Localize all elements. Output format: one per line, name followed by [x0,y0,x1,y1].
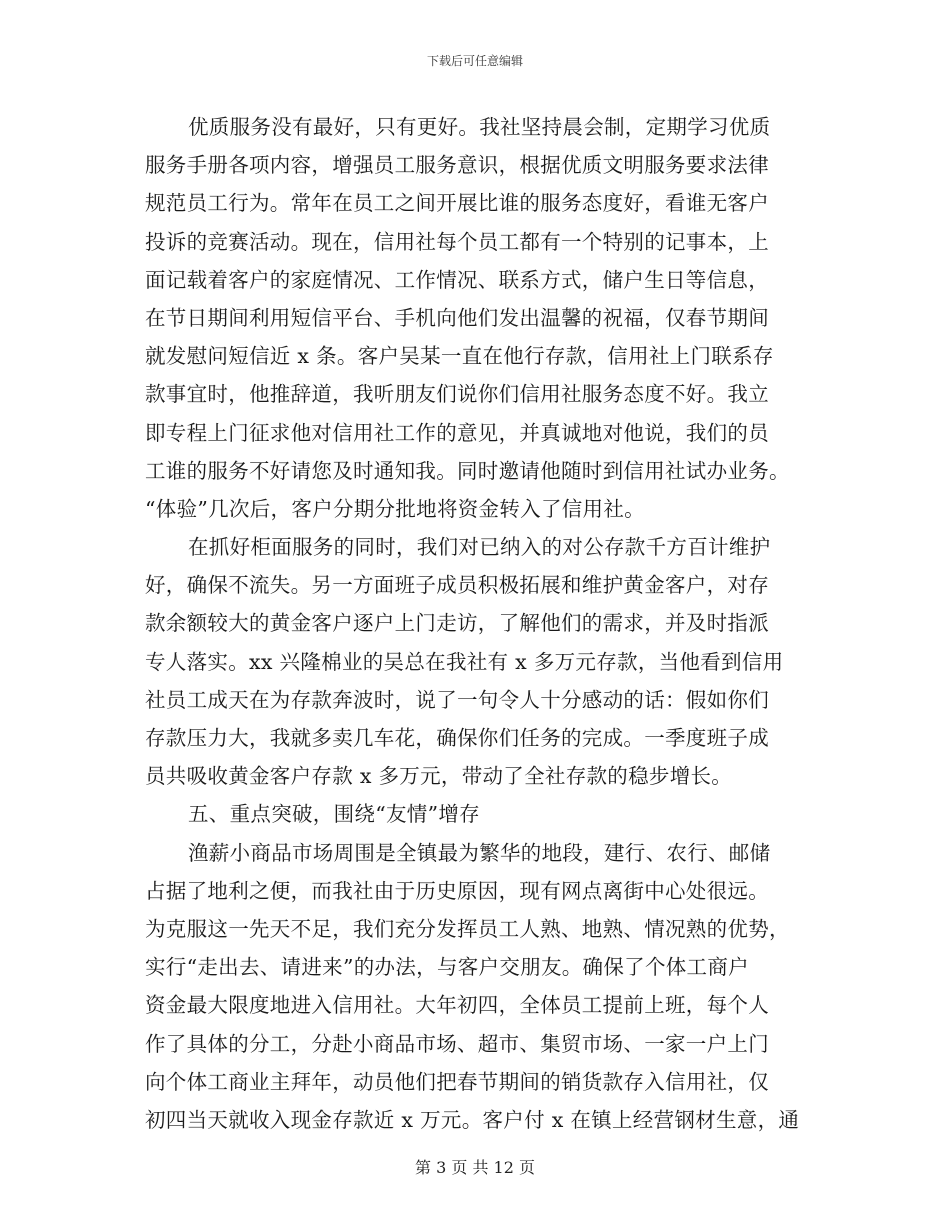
text-line: 就发慰问短信近 x 条。客户吴某一直在他行存款，信用社上门联系存 [145,344,774,369]
text-line: 存款压力大，我就多卖几车花，确保你们任务的完成。一季度班子成 [145,726,769,750]
text-line: 社员工成天在为存款奔波时，说了一句令人十分感动的话：假如你们 [145,687,769,712]
text-line: 占据了地利之便，而我社由于历史原因，现有网点离街中心处很远。 [145,878,769,903]
text-line: 为克服这一先天不足，我们充分发挥员工人熟、地熟、情况熟的优势， [145,916,790,941]
text-line: 员共吸收黄金客户存款 x 多万元，带动了全社存款的稳步增长。 [145,764,733,789]
text-line: 优质服务没有最好，只有更好。我社坚持晨会制，定期学习优质 [188,115,771,139]
text-line: 在节日期间利用短信平台、手机向他们发出温馨的祝福，仅春节期间 [145,305,769,330]
text-line: 渔薪小商品市场周围是全镇最为繁华的地段，建行、农行、邮储 [188,840,771,865]
text-line: 规范员工行为。常年在员工之间开展比谁的服务态度好，看谁无客户 [145,191,769,216]
text-line: 作了具体的分工，分赴小商品市场、超市、集贸市场、一家一户上门 [145,1031,769,1056]
text-line: 服务手册各项内容，增强员工服务意识，根据优质文明服务要求法律 [145,153,769,178]
text-line: 在抓好柜面服务的同时，我们对已纳入的对公存款千方百计维护 [188,535,771,560]
text-line: 款余额较大的黄金客户逐户上门走访，了解他们的需求，并及时指派 [145,611,769,636]
text-line: 面记载着客户的家庭情况、工作情况、联系方式，储户生日等信息， [145,267,769,292]
text-line: 向个体工商业主拜年，动员他们把春节期间的销货款存入信用社，仅 [145,1069,769,1094]
text-line: 好，确保不流失。另一方面班子成员积极拓展和维护黄金客户，对存 [145,573,769,598]
text-line: 工谁的服务不好请您及时通知我。同时邀请他随时到信用社试办业务。 [145,458,790,483]
text-line: 资金最大限度地进入信用社。大年初四，全体员工提前上班，每个人 [145,993,769,1018]
text-line: 五、重点突破，围绕“友情”增存 [188,802,480,827]
body-text [145,108,810,1139]
text-line: 即专程上门征求他对信用社工作的意见，并真诚地对他说，我们的员 [145,420,769,445]
text-line: “体验”几次后，客户分期分批地将资金转入了信用社。 [145,496,645,521]
text-line: 初四当天就收入现金存款近 x 万元。客户付 x 在镇上经营钢材生意，通 [145,1107,800,1132]
page-footer: 第 3 页 共 12 页 [415,1158,535,1177]
text-line: 专人落实。xx 兴隆棉业的吴总在我社有 x 多万元存款，当他看到信用 [145,649,784,674]
text-line: 实行“走出去、请进来”的办法，与客户交朋友。确保了个体工商户 [145,955,749,980]
text-line: 投诉的竞赛活动。现在，信用社每个员工都有一个特别的记事本，上 [145,229,769,254]
text-line: 款事宜时，他推辞道，我听朋友们说你们信用社服务态度不好。我立 [145,382,769,407]
page-header: 下载后可任意编辑 [426,54,523,68]
